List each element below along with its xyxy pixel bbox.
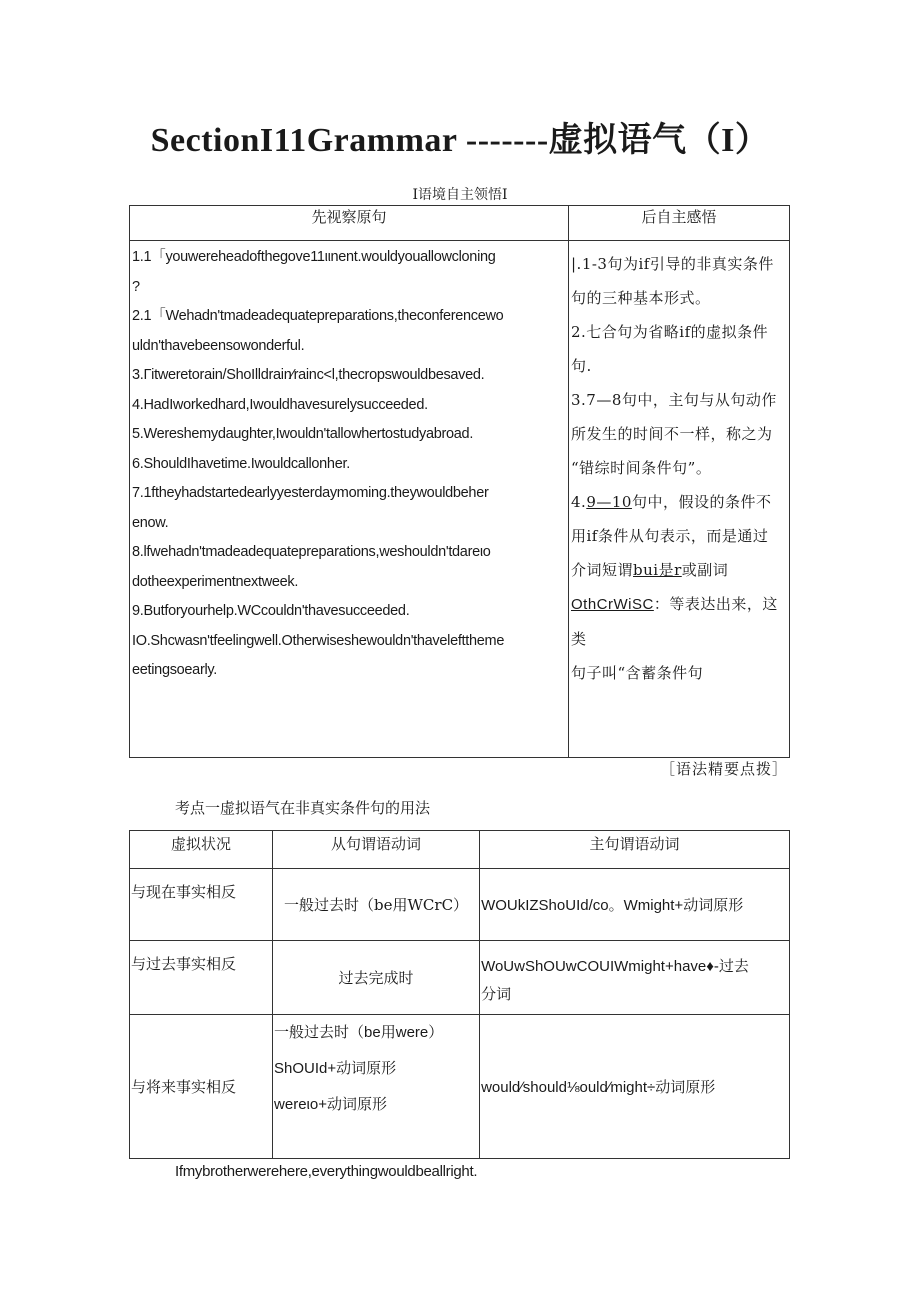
note-line: “错综时间条件句”。 (571, 459, 712, 477)
header-reflect: 后自主感悟 (569, 206, 790, 241)
reflection-cell (569, 241, 790, 758)
clause-future-line: 一般过去时（be用were） (274, 1024, 444, 1041)
key-point-heading: 考点一虚拟语气在非真实条件句的用法 (175, 799, 431, 817)
sentence-line: uldn'thavebeensowonderful. (132, 337, 305, 354)
header-clause-verb: 从句谓语动词 (273, 831, 480, 869)
subjunctive-table (129, 830, 790, 1159)
sentence-line: 6.ShouldIhavetime.Iwouldcallonher. (132, 455, 350, 472)
sentence-line: dotheexperimentnextweek. (132, 573, 299, 590)
clause-future-line: ShOUId+动词原形 (274, 1060, 397, 1077)
note-text: ：等表达出来，这类 (571, 595, 778, 648)
sentence-line: 1.1「youwereheadofthegove11ιιnent.wouldyouallowcloning (132, 249, 496, 265)
note-line (571, 553, 787, 587)
sentence-line: 3.Γitweretorain/ShoIlldrain∕rainc<l,thecropswouldbesaved. (132, 367, 485, 383)
note-text: 介词短谓 (571, 561, 634, 579)
note-underlined: bui是r (633, 561, 682, 579)
clause-future (273, 1015, 480, 1159)
main-past-line: WoUwShOUwCOUIWmight+have♦-过去 (481, 958, 749, 975)
sentence-line: IO.Shcwasn'tfeelingwell.Otherwiseshewouldn'thavelefttheme (132, 632, 505, 649)
note-line (571, 485, 787, 519)
note-line: 所发生的时间不一样，称之为 (571, 425, 773, 443)
sentence-line: enow. (132, 514, 169, 531)
note-underlined: OthCrWiSC (571, 596, 654, 613)
example-sentences (130, 241, 568, 753)
note-underlined: 9—10 (586, 493, 632, 511)
sentence-line: 8.lfwehadn'tmadeadequatepreparations,weshouldn'tdareιo (132, 544, 491, 560)
situation-future: 与将来事实相反 (130, 1015, 273, 1159)
note-text: 4. (571, 493, 587, 511)
sentence-line: ? (132, 278, 140, 295)
situation-present: 与现在事实相反 (130, 869, 273, 941)
reflection-notes (569, 241, 789, 757)
clause-future-line: wereιo+动词原形 (274, 1096, 387, 1113)
note-line: 用if条件从句表示，而是通过 (571, 527, 769, 545)
note-line: 句. (571, 357, 592, 375)
main-future: would∕should⅛ould∕might÷动词原形 (480, 1015, 790, 1159)
note-text: 句中，假设的条件不 (631, 493, 772, 511)
clause-past: 过去完成时 (273, 941, 480, 1015)
sentence-line: 4.HadIworkedhard,Iwouldhavesurelysucceeded. (132, 396, 428, 413)
example-sentence: Ifmybrotherwerehere,everythingwouldbeallright. (175, 1163, 478, 1180)
note-line: 句子叫“含蓄条件句 (571, 664, 704, 682)
note-line (571, 587, 787, 656)
observation-table (129, 205, 790, 758)
note-line: |.1-3句为if引导的非真实条件 (571, 255, 774, 273)
header-main-verb: 主句谓语动词 (480, 831, 790, 869)
sentence-line: 9.Butforyourhelp.WCcouldn'thavesucceeded. (132, 603, 410, 619)
header-situation: 虚拟状况 (130, 831, 273, 869)
sentence-line: 2.1「Wehadn'tmadeadequatepreparations,theconferencewo (132, 308, 504, 324)
sentence-line: 7.1ftheyhadstartedearlyyesterdaymoming.theywouldbeher (132, 485, 489, 501)
note-text: 或副词 (681, 561, 729, 579)
main-past-line: 分词 (481, 986, 512, 1003)
clause-present: 一般过去时（be用WCrC） (273, 869, 480, 941)
note-line: 句的三种基本形式。 (571, 289, 711, 307)
main-present: WOUkIZShoUId/co。Wmight+动词原形 (480, 869, 790, 941)
example-sentences-cell (130, 241, 569, 758)
main-past (480, 941, 790, 1015)
page-title: SectionI11Grammar -------虚拟语气（I） (150, 122, 770, 159)
section-caption: I语境自主领悟I (412, 187, 508, 203)
header-observe: 先视察原句 (130, 206, 569, 241)
situation-past: 与过去事实相反 (130, 941, 273, 1015)
grammar-tips-label: ［语法精要点拨］ (660, 760, 789, 778)
sentence-line: eetingsoearly. (132, 662, 218, 678)
sentence-line: 5.Wereshemydaughter,Iwouldn'tallowhertostudyabroad. (132, 426, 474, 442)
note-line: 3.7—8句中，主句与从句动作 (571, 391, 777, 409)
note-line: 2.七合句为省略if的虚拟条件 (571, 323, 769, 341)
